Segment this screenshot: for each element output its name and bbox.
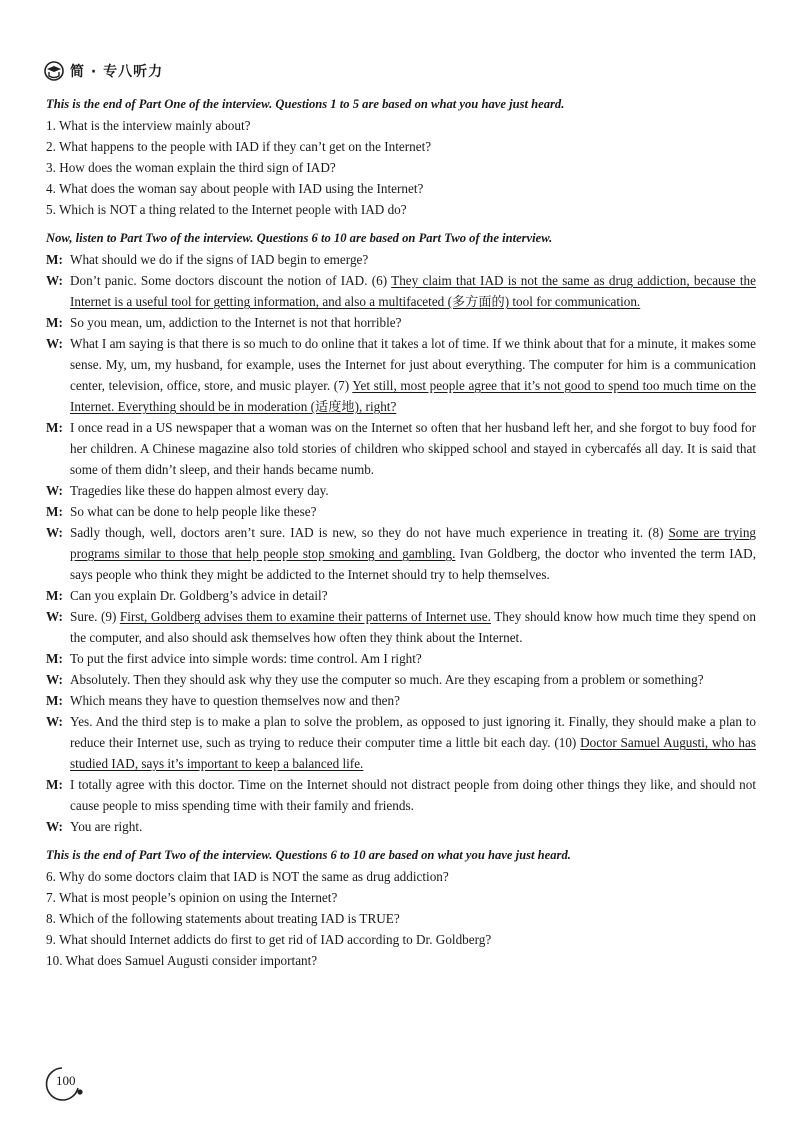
speaker: W: bbox=[46, 483, 63, 498]
utterance: Can you explain Dr. Goldberg’s advice in detail? bbox=[70, 588, 328, 603]
question-9: 9. What should Internet addicts do first to get rid of IAD according to Dr. Goldberg? bbox=[46, 932, 492, 947]
speaker: M: bbox=[46, 420, 63, 435]
question-10: 10. What does Samuel Augusti consider important? bbox=[46, 953, 318, 968]
utterance: Absolutely. Then they should ask why they use the computer so much. Are they escaping from a problem or something? bbox=[70, 672, 704, 687]
answer-underline: Some are trying programs similar to those that help people stop smoking and gambling. bbox=[70, 525, 757, 561]
answer-underline: First, Goldberg advises them to examine their patterns of Internet use. bbox=[119, 609, 491, 624]
speaker: W: bbox=[46, 819, 63, 834]
part1-end-instruction: This is the end of Part One of the interview. Questions 1 to 5 are based on what you have just heard. bbox=[46, 97, 565, 111]
transcript bbox=[46, 92, 756, 971]
utterance: Sadly though, well, doctors aren’t sure. IAD is new, so they do not have much experience in treating it. (8) Some are trying programs similar to those that help people stop smoking and gambling. Ivan Goldberg, the doctor who invented the term IAD, says people who think they might be addicted to the Internet should try to help themselves. bbox=[70, 525, 757, 582]
utterance: You are right. bbox=[70, 819, 143, 834]
speaker: W: bbox=[46, 525, 63, 540]
utterance: Yes. And the third step is to make a plan to solve the problem, as opposed to just ignoring it. Finally, they should make a plan to reduce their Internet use, such as trying to reduce their computer time a little bit each day. (10) Doctor Samuel Augusti, who has studied IAD, says it’s important to keep a balanced life. bbox=[70, 714, 756, 771]
utterance: I once read in a US newspaper that a woman was on the Internet so often that her husband left her, and she forgot to buy food for her children. A Chinese magazine also told stories of children who skipped school and stayed in cybercafés all day. It is said that some of them didn’t sleep, and their hands became numb. bbox=[70, 420, 756, 477]
question-3: 3. How does the woman explain the third sign of IAD? bbox=[46, 160, 336, 175]
speaker: M: bbox=[46, 504, 63, 519]
page-header bbox=[42, 60, 163, 82]
speaker: M: bbox=[46, 651, 63, 666]
answer-underline: Doctor Samuel Augusti, who has studied IAD, says it’s important to keep a balanced life. bbox=[70, 735, 756, 771]
book-icon bbox=[42, 60, 66, 82]
header-title: 简 · 专八听力 bbox=[70, 64, 164, 80]
speaker: W: bbox=[46, 672, 63, 687]
dialogue-line bbox=[46, 690, 756, 711]
question-2: 2. What happens to the people with IAD if they can’t get on the Internet? bbox=[46, 139, 432, 154]
dialogue-line bbox=[46, 648, 756, 669]
dialogue-line bbox=[46, 522, 756, 585]
dialogue-line bbox=[46, 270, 756, 312]
answer-underline: Yet still, most people agree that it’s not good to spend too much time on the Internet. Everything should be in moderation (适度地), right? bbox=[70, 378, 757, 414]
utterance: To put the first advice into simple words: time control. Am I right? bbox=[70, 651, 422, 666]
speaker: M: bbox=[46, 777, 63, 792]
speaker: W: bbox=[46, 714, 63, 729]
part2-end-instruction: This is the end of Part Two of the interview. Questions 6 to 10 are based on what you have just heard. bbox=[46, 848, 571, 862]
question-7: 7. What is most people’s opinion on using the Internet? bbox=[46, 890, 338, 905]
speaker: M: bbox=[46, 315, 63, 330]
utterance: So what can be done to help people like these? bbox=[70, 504, 317, 519]
dialogue-line bbox=[46, 417, 756, 480]
dialogue-line bbox=[46, 585, 756, 606]
dialogue-line bbox=[46, 480, 756, 501]
page-number: 100 bbox=[56, 1073, 76, 1088]
speaker: W: bbox=[46, 273, 63, 288]
dialogue-line bbox=[46, 501, 756, 522]
utterance: So you mean, um, addiction to the Internet is not that horrible? bbox=[70, 315, 402, 330]
dialogue-line bbox=[46, 816, 756, 837]
dialogue-line bbox=[46, 249, 756, 270]
utterance: Sure. (9) First, Goldberg advises them to examine their patterns of Internet use. They should know how much time they spend on the computer, and also should ask themselves how often they think about the Internet. bbox=[70, 609, 756, 645]
utterance: What should we do if the signs of IAD begin to emerge? bbox=[70, 252, 369, 267]
dialogue-line bbox=[46, 774, 756, 816]
question-6: 6. Why do some doctors claim that IAD is NOT the same as drug addiction? bbox=[46, 869, 449, 884]
speaker: M: bbox=[46, 588, 63, 603]
utterance: I totally agree with this doctor. Time on the Internet should not distract people from doing other things they like, and should not cause people to miss spending time with their family and friends. bbox=[70, 777, 756, 813]
utterance: Tragedies like these do happen almost every day. bbox=[70, 483, 329, 498]
dialogue-line bbox=[46, 711, 756, 774]
dialogue-line bbox=[46, 669, 756, 690]
speaker: M: bbox=[46, 252, 63, 267]
question-4: 4. What does the woman say about people with IAD using the Internet? bbox=[46, 181, 424, 196]
answer-underline: They claim that IAD is not the same as drug addiction, because the Internet is a useful tool for getting information, and also a multifaceted (多方面的) tool for communication. bbox=[70, 273, 757, 309]
dialogue-line bbox=[46, 606, 756, 648]
dialogue-line bbox=[46, 312, 756, 333]
question-8: 8. Which of the following statements about treating IAD is TRUE? bbox=[46, 911, 400, 926]
utterance: Don’t panic. Some doctors discount the notion of IAD. (6) They claim that IAD is not the same as drug addiction, because the Internet is a useful tool for getting information, and also a multifaceted (多方面的) tool for communication. bbox=[70, 273, 757, 309]
question-5: 5. Which is NOT a thing related to the Internet people with IAD do? bbox=[46, 202, 407, 217]
utterance: What I am saying is that there is so much to do online that it takes a lot of time. If we think about that for a minute, it makes some sense. My, um, my husband, for example, uses the Internet for just about everything. The computer for him is a communication center, television, office, store, and music player. (7) Yet still, most people agree that it’s not good to spend too much time on the Internet. Everything should be in moderation (适度地), right? bbox=[70, 336, 757, 414]
part2-start-instruction: Now, listen to Part Two of the interview. Questions 6 to 10 are based on Part Two of the interview. bbox=[46, 231, 553, 245]
speaker: M: bbox=[46, 693, 63, 708]
question-1: 1. What is the interview mainly about? bbox=[46, 118, 251, 133]
speaker: W: bbox=[46, 609, 63, 624]
dialogue-line bbox=[46, 333, 756, 417]
utterance: Which means they have to question themselves now and then? bbox=[70, 693, 400, 708]
speaker: W: bbox=[46, 336, 63, 351]
